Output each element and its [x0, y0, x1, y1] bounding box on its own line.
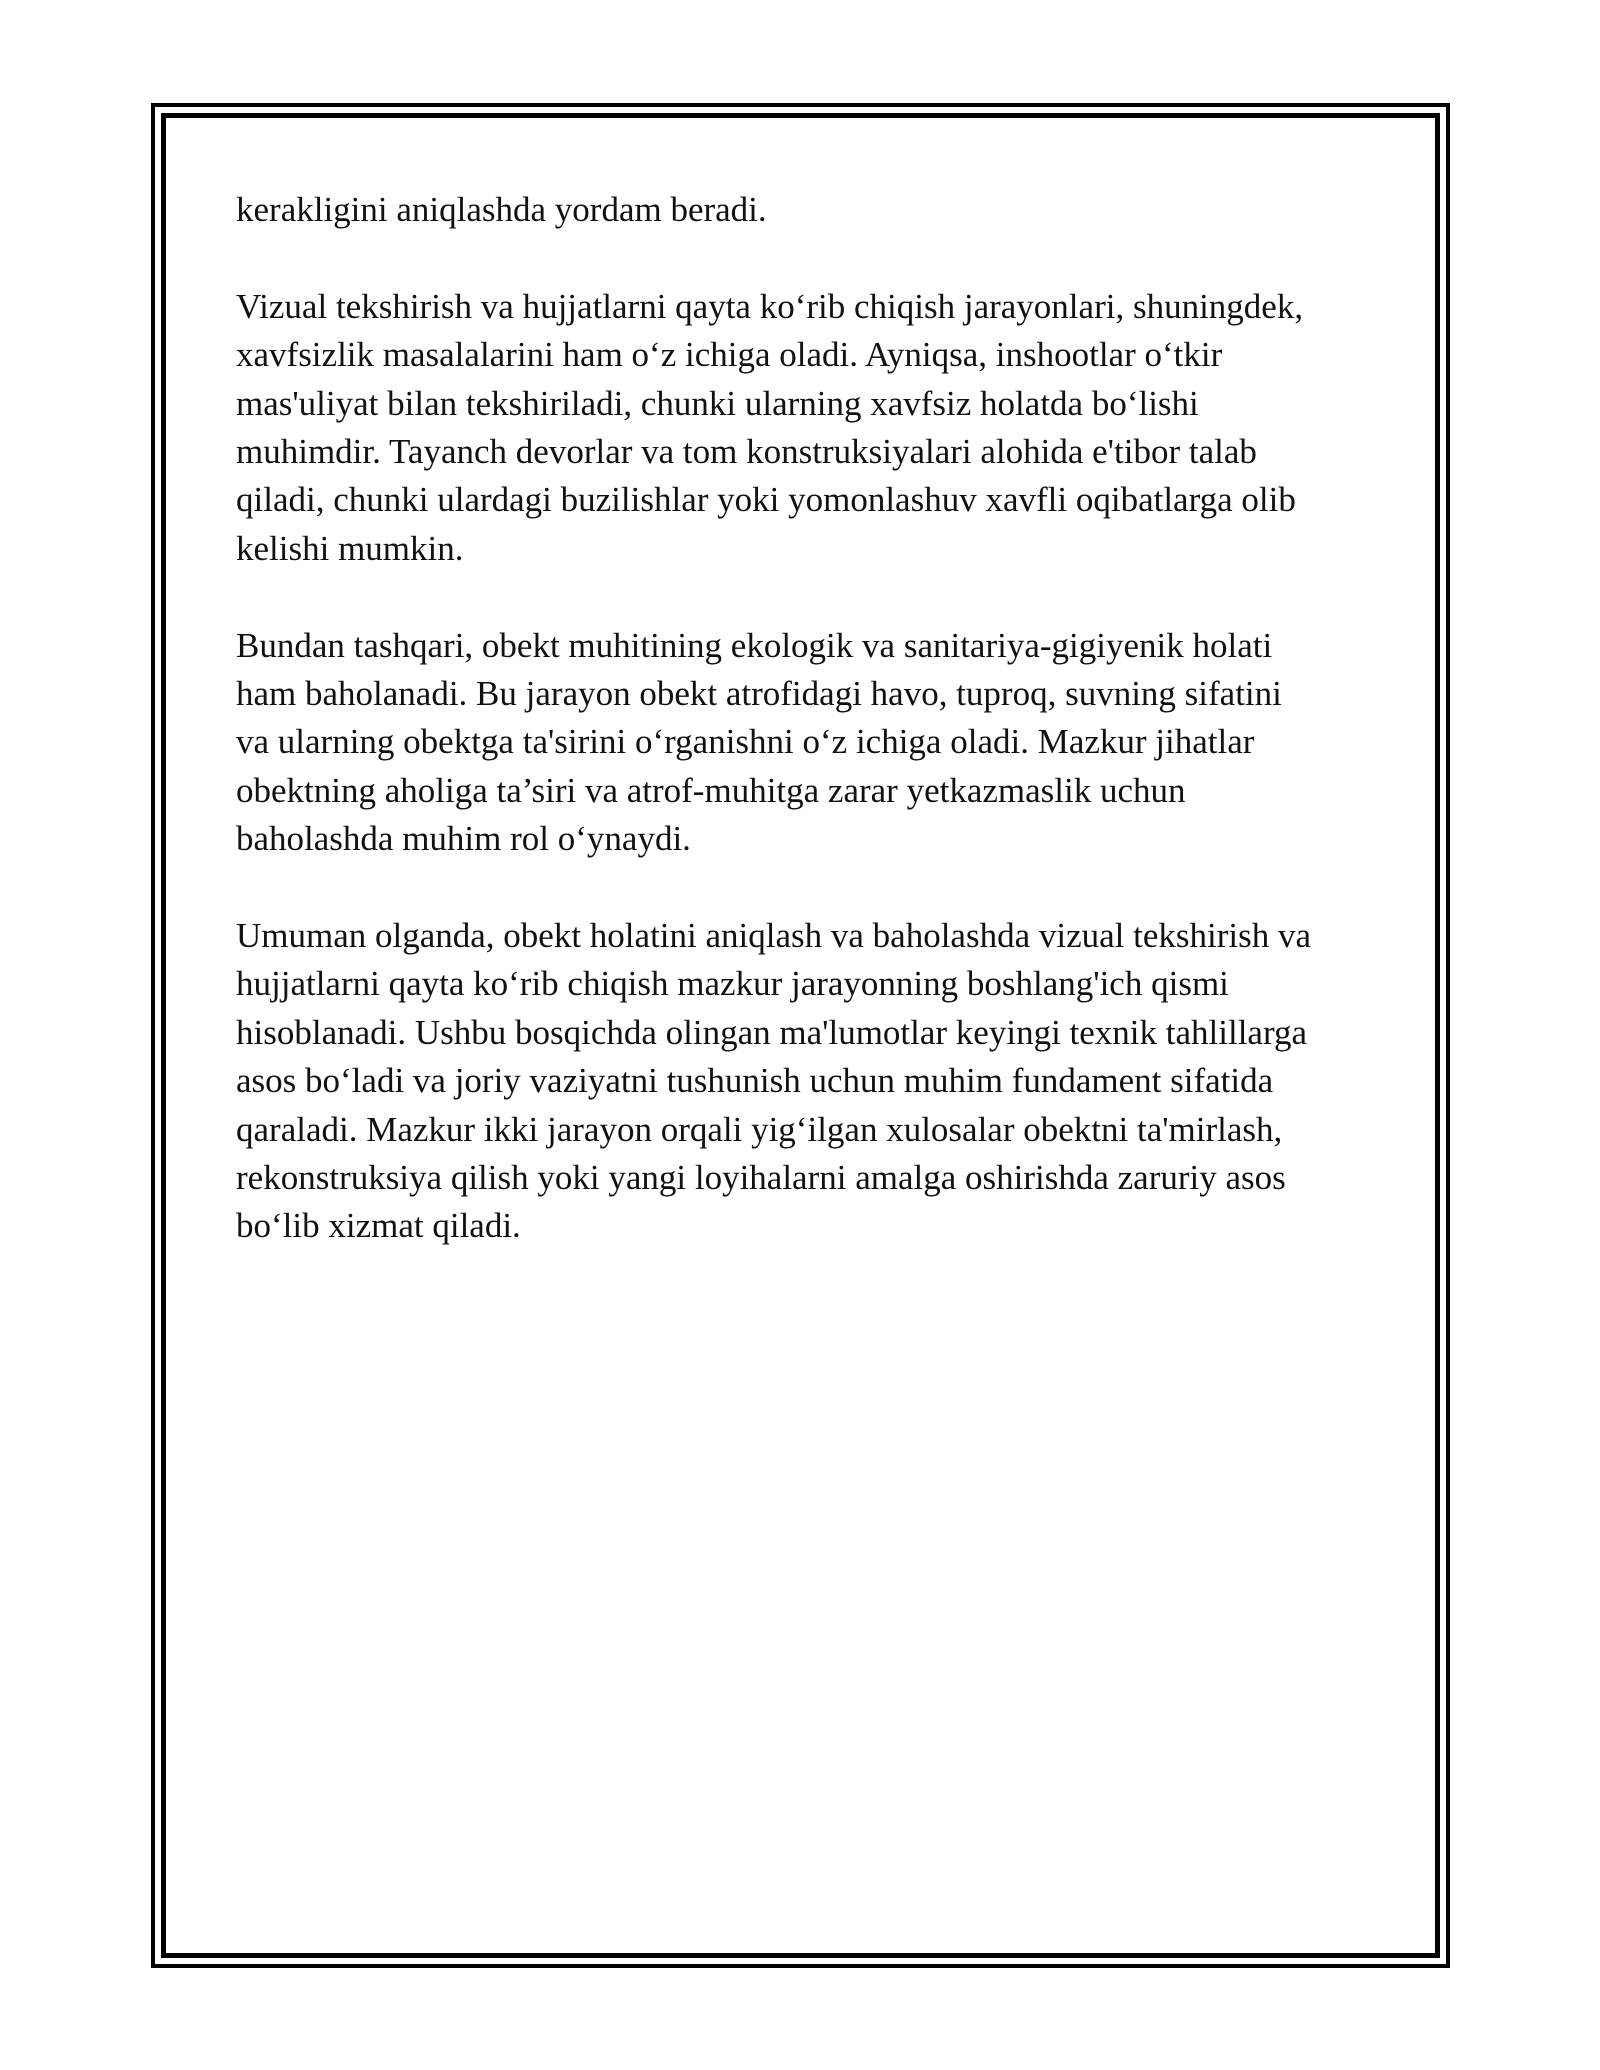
- paragraph-conclusion: Umuman olganda, obekt holatini aniqlash va baholashda vizual tekshirish va hujjatlarni qayta ko‘rib chiqish mazkur jarayonning boshlang'ich qismi hisoblanadi. Ushbu bosqichda olingan ma'lumotlar keyingi texnik tahlillarga asos bo‘ladi va joriy vaziyatni tushunish uchun muhim fundament sifatida qaraladi. Mazkur ikki jarayon orqali yig‘ilgan xulosalar obektni ta'mirlash, rekonstruksiya qilish yoki yangi loyihalarni amalga oshirishda zaruriy asos bo‘lib xizmat qiladi.: [236, 916, 1312, 1246]
- paragraph-continuation: kerakligini aniqlashda yordam beradi.: [236, 190, 767, 229]
- paragraph-safety-inspection: Vizual tekshirish va hujjatlarni qayta ko‘rib chiqish jarayonlari, shuningdek, xavfsizlik masalalarini ham o‘z ichiga oladi. Ayniqsa, inshootlar o‘tkir mas'uliyat bilan tekshiriladi, chunki ularning xavfsiz holatda bo‘lishi muhimdir. Tayanch devorlar va tom konstruksiyalari alohida e'tibor talab qiladi, chunki ulardagi buzilishlar yoki yomonlashuv xavfli oqibatlarga olib kelishi mumkin.: [236, 286, 1304, 568]
- paragraph-environmental-assessment: Bundan tashqari, obekt muhitining ekologik va sanitariya-gigiyenik holati ham baholanadi. Bu jarayon obekt atrofidagi havo, tuproq, suvning sifatini va ularning obektga ta'sirini o‘rganishni o‘z ichiga oladi. Mazkur jihatlar obektning aholiga ta’siri va atrof-muhitga zarar yetkazmaslik uchun baholashda muhim rol o‘ynaydi.: [236, 625, 1282, 859]
- page-content: [236, 186, 1386, 1299]
